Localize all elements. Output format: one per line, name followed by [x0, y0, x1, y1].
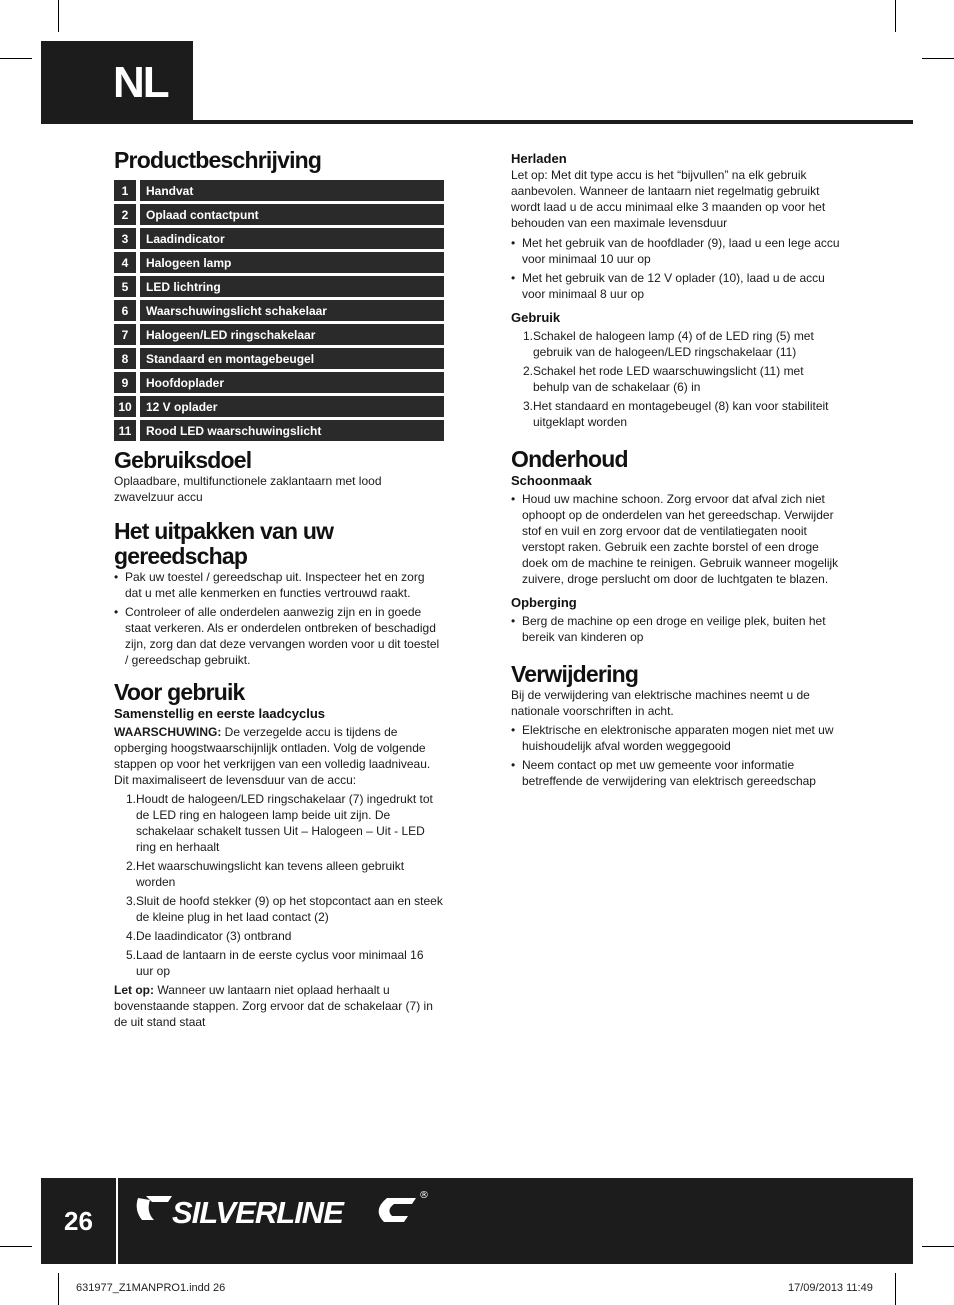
list-item: 5 . Laad de lantaarn in de eerste cyclus voor minimaal 16 uur op	[114, 947, 444, 979]
part-row	[114, 180, 444, 201]
usage-steps	[511, 328, 841, 430]
part-label: Laadindicator	[140, 228, 444, 249]
cleaning-list	[511, 491, 841, 587]
part-number: 4	[114, 252, 136, 273]
crop-mark	[58, 1273, 59, 1305]
part-label: Handvat	[140, 180, 444, 201]
storage-heading: Opberging	[511, 595, 577, 610]
part-row	[114, 372, 444, 393]
part-row	[114, 228, 444, 249]
intended-use-heading: Gebruiksdoel	[114, 447, 252, 473]
list-item: • Elektrische en elektronische apparaten mogen niet met uw huishoudelijk afval worden weggegooid	[511, 722, 841, 754]
part-row	[114, 204, 444, 225]
warning-text: De verzegelde accu is tijdens de opberging hoogstwaarschijnlijk ontladen. Volg de volgende stappen op voor het verkrijgen van een volledig laadniveau. Dit maximaliseert de levensduur van de accu:	[114, 725, 431, 787]
crop-mark	[0, 58, 32, 59]
list-item: • Houd uw machine schoon. Zorg ervoor dat afval zich niet ophoopt op de onderdelen van het gereedschap. Verwijder stof en vuil en zorg ervoor dat de ventilatiegaten nooit verstopt raken. Gebruik een zachte borstel of een droge doek om de machine te reinigen. Gebruik wanneer mogelijk zuivere, droge perslucht om door de luchtgaten te blazen.	[511, 491, 841, 587]
part-number: 1	[114, 180, 136, 201]
part-row	[114, 396, 444, 417]
header-rule	[41, 120, 913, 124]
part-label: Rood LED waarschuwingslicht	[140, 420, 444, 441]
warning-label: WAARSCHUWING:	[114, 725, 222, 739]
part-number: 6	[114, 300, 136, 321]
part-number: 10	[114, 396, 136, 417]
recharging-list	[511, 235, 841, 302]
part-label: Standaard en montagebeugel	[140, 348, 444, 369]
note-text: Wanneer uw lantaarn niet oplaad herhaalt u bovenstaande stappen. Zorg ervoor dat de schakelaar (7) in de uit stand staat	[114, 983, 433, 1029]
registered-mark: ®	[419, 1190, 429, 1201]
crop-mark	[895, 0, 896, 32]
part-number: 5	[114, 276, 136, 297]
list-item: • Controleer of alle onderdelen aanwezig zijn en in goede staat verkeren. Als er onderdelen ontbreken of beschadigd zijn, zorg dan dat deze vervangen worden voor u dit toestel / gereedschap gebruikt.	[114, 604, 444, 668]
part-number: 8	[114, 348, 136, 369]
footer-divider	[116, 1178, 118, 1264]
brand-logo	[132, 1186, 432, 1234]
part-row	[114, 300, 444, 321]
recharging-text: Let op: Met dit type accu is het “bijvullen” na elk gebruik aanbevolen. Wanneer de lantaarn niet regelmatig gebruikt wordt laad u de accu minimaal elke 3 maanden op voor het behouden van een maximale levensduur	[511, 168, 826, 230]
list-item: 3 . Sluit de hoofd stekker (9) op het stopcontact aan en steek de kleine plug in het laad contact (2)	[114, 893, 444, 925]
part-number: 2	[114, 204, 136, 225]
part-row	[114, 324, 444, 345]
list-item: 2 . Het waarschuwingslicht kan tevens alleen gebruikt worden	[114, 858, 444, 890]
before-use-steps	[114, 791, 444, 979]
part-label: 12 V oplader	[140, 396, 444, 417]
part-row	[114, 420, 444, 441]
list-item: 2 . Schakel het rode LED waarschuwingslicht (11) met behulp van de schakelaar (6) in	[511, 363, 841, 395]
note-label: Let op:	[114, 983, 154, 997]
intended-use-text: Oplaadbare, multifunctionele zaklantaarn met lood zwavelzuur accu	[114, 474, 382, 504]
brand-wordmark: SILVERLINE	[172, 1195, 343, 1230]
before-use-subheading: Samenstellig en eerste laadcyclus	[114, 706, 325, 721]
parts-list	[114, 180, 444, 441]
part-number: 11	[114, 420, 136, 441]
part-label: Halogeen lamp	[140, 252, 444, 273]
recharging-heading: Herladen	[511, 151, 567, 166]
list-item: 1 . Houdt de halogeen/LED ringschakelaar (7) ingedrukt tot de LED ring en halogeen lamp beide uit zijn. De schakelaar schakelt tussen Uit – Halogeen – Uit - LED ring en herhaalt	[114, 791, 444, 855]
crop-mark	[0, 1246, 32, 1247]
page-number: 26	[64, 1205, 93, 1236]
part-label: Oplaad contactpunt	[140, 204, 444, 225]
part-row	[114, 252, 444, 273]
part-label: Waarschuwingslicht schakelaar	[140, 300, 444, 321]
usage-heading: Gebruik	[511, 310, 561, 325]
note-paragraph	[114, 982, 444, 1030]
language-tab	[41, 41, 193, 124]
part-label: Hoofdoplader	[140, 372, 444, 393]
disposal-heading: Verwijdering	[511, 661, 639, 687]
list-item: • Pak uw toestel / gereedschap uit. Inspecteer het en zorg dat u met alle kenmerken en functies vertrouwd raakt.	[114, 569, 444, 601]
part-label: Halogeen/LED ringschakelaar	[140, 324, 444, 345]
list-item: • Met het gebruik van de 12 V oplader (10), laad u de accu voor minimaal 8 uur op	[511, 270, 841, 302]
file-slug: 631977_Z1MANPRO1.indd 26	[76, 1282, 226, 1294]
language-code: NL	[113, 58, 168, 107]
disposal-text: Bij de verwijdering van elektrische machines neemt u de nationale voorschriften in acht.	[511, 688, 810, 718]
maintenance-heading: Onderhoud	[511, 446, 628, 472]
unpacking-list	[114, 569, 444, 668]
list-item: 4 . De laadindicator (3) ontbrand	[114, 928, 444, 944]
product-description-heading: Productbeschrijving	[114, 147, 322, 173]
part-row	[114, 348, 444, 369]
part-label: LED lichtring	[140, 276, 444, 297]
before-use-heading: Voor gebruik	[114, 679, 245, 705]
crop-mark	[58, 0, 59, 32]
disposal-list	[511, 722, 841, 789]
list-item: • Neem contact op met uw gemeente voor informatie betreffende de verwijdering van elektrisch gereedschap	[511, 757, 841, 789]
list-item: • Berg de machine op een droge en veilige plek, buiten het bereik van kinderen op	[511, 613, 841, 645]
right-column	[511, 150, 841, 792]
warning-paragraph	[114, 724, 444, 788]
cleaning-heading: Schoonmaak	[511, 473, 592, 488]
crop-mark	[922, 1246, 954, 1247]
list-item: 1 . Schakel de halogeen lamp (4) of de LED ring (5) met gebruik van de halogeen/LED ringschakelaar (11)	[511, 328, 841, 360]
unpacking-heading: Het uitpakken van uw gereedschap	[114, 518, 334, 569]
date-slug: 17/09/2013 11:49	[788, 1282, 873, 1294]
crop-mark	[895, 1273, 896, 1305]
crop-mark	[922, 58, 954, 59]
part-number: 7	[114, 324, 136, 345]
left-column	[114, 148, 444, 1030]
list-item: 3 . Het standaard en montagebeugel (8) kan voor stabiliteit uitgeklapt worden	[511, 398, 841, 430]
list-item: • Met het gebruik van de hoofdlader (9), laad u een lege accu voor minimaal 10 uur op	[511, 235, 841, 267]
part-number: 3	[114, 228, 136, 249]
storage-list	[511, 613, 841, 645]
part-row	[114, 276, 444, 297]
part-number: 9	[114, 372, 136, 393]
